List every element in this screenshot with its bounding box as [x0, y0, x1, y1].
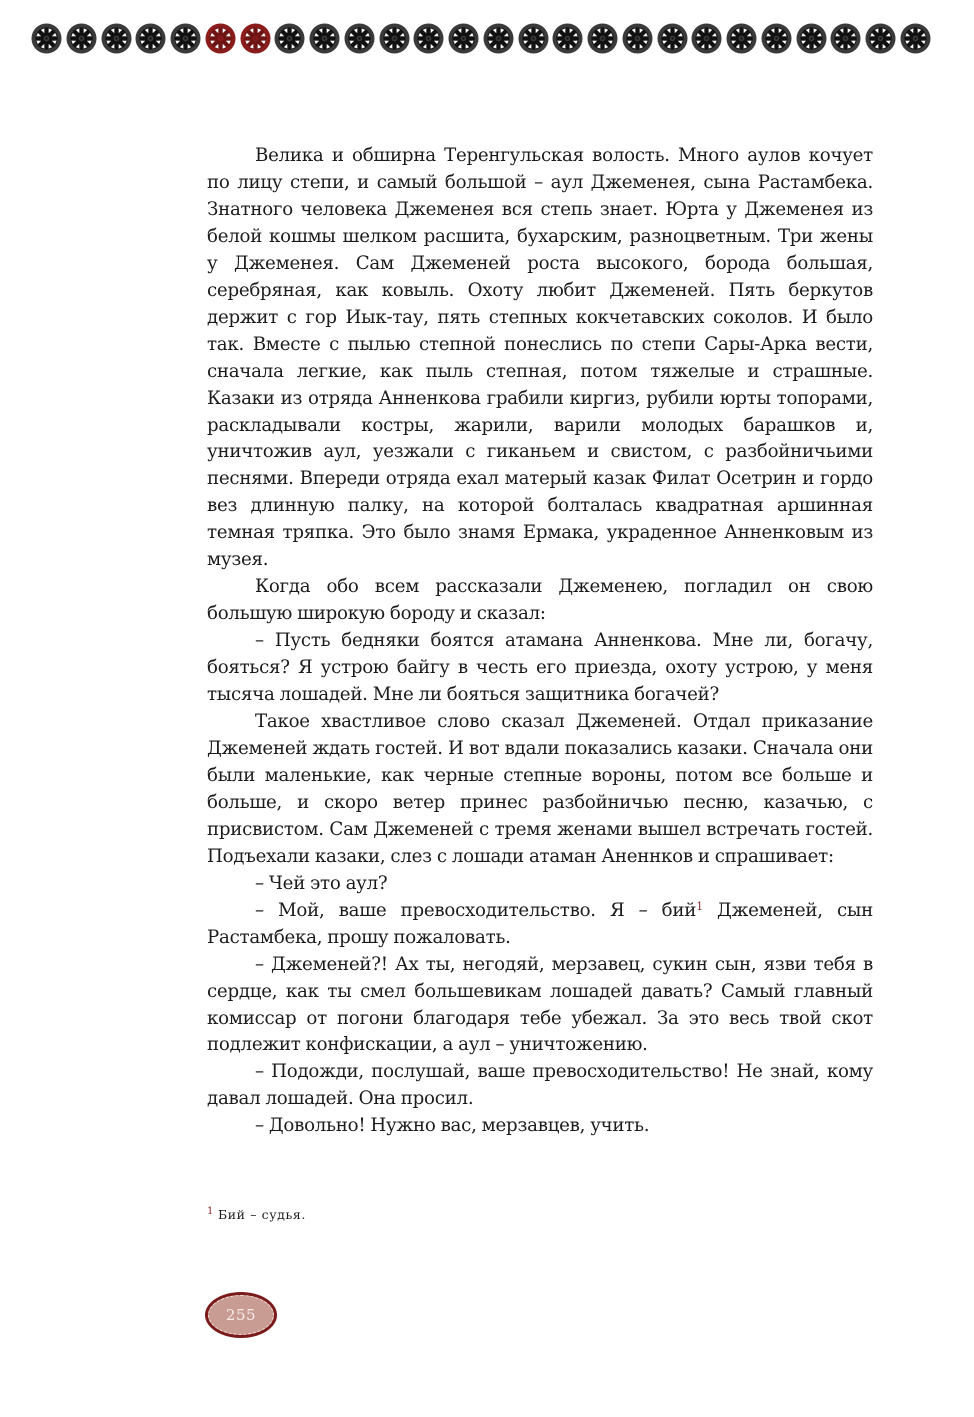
paragraph-4: Такое хвастливое слово сказал Джеменей. Отдал приказание Джеменей ждать гостей. И вот вдали показались казаки. Сначала они были маленькие, как черные степные вороны, потом все больше и больше, и скоро ветер принес разбойничью песню, казачью, с присвистом. Сам Джеменей с тремя женами вышел встречать гостей. Подъехали казаки, слез с лошади атаман Аненнков и спрашивает:: [207, 711, 873, 867]
paragraph-6-before: – Мой, ваше превосходительство. Я – бий: [255, 899, 697, 921]
wheel-ornament-icon: [830, 23, 861, 54]
wheel-ornament-icon: [657, 23, 688, 54]
wheel-ornament-icon: [413, 23, 444, 54]
footnote: [207, 1206, 306, 1222]
page-number: 255: [208, 1295, 274, 1335]
wheel-ornament-icon-red: [205, 23, 236, 54]
decorative-wheel-border: [31, 23, 931, 55]
footnote-reference[interactable]: 1: [696, 899, 703, 913]
wheel-ornament-icon: [66, 23, 97, 54]
wheel-ornament-icon: [865, 23, 896, 54]
paragraph-6: [207, 898, 873, 952]
page-text: [207, 143, 873, 1140]
wheel-ornament-icon: [518, 23, 549, 54]
wheel-ornament-icon: [31, 23, 62, 54]
page-number-badge: [205, 1292, 277, 1338]
wheel-ornament-icon: [483, 23, 514, 54]
wheel-ornament-icon: [309, 23, 340, 54]
wheel-ornament-icon: [448, 23, 479, 54]
paragraph-6-after: Джеменей, сын Растамбека, прошу пожаловать.: [207, 899, 873, 948]
wheel-ornament-icon: [379, 23, 410, 54]
wheel-ornament-icon: [101, 23, 132, 54]
paragraph-3: – Пусть бедняки боятся атамана Анненкова. Мне ли, богачу, бояться? Я устрою байгу в честь его приезда, охоту устрою, у меня тысяча лошадей. Мне ли бояться защитника богачей?: [207, 630, 873, 706]
wheel-ornament-icon: [761, 23, 792, 54]
wheel-ornament-icon: [691, 23, 722, 54]
wheel-ornament-icon: [587, 23, 618, 54]
wheel-ornament-icon: [552, 23, 583, 54]
paragraph-7: – Джеменей?! Ах ты, негодяй, мерзавец, сукин сын, язви тебя в сердце, как ты смел большевикам лошадей давать? Самый главный комиссар от погони благодаря тебе убежал. За это весь твой скот подлежит конфискации, а аул – уничтожению.: [207, 953, 873, 1056]
paragraph-1: Велика и обширна Теренгульская волость. Много аулов кочует по лицу степи, и самый большой – аул Джеменея, сына Растамбека. Знатного человека Джеменея вся степь знает. Юрта у Джеменея из белой кошмы шелком расшита, бухарским, разноцветным. Три жены у Джеменея. Сам Джеменей роста высокого, борода большая, серебряная, как ковыль. Охоту любит Джеменей. Пять беркутов держит с гор Иык-тау, пять степных кокчетавских соколов. И было так. Вместе с пылью степной понеслись по степи Сары-Арка вести, сначала легкие, как пыль степная, потом тяжелые и страшные. Казаки из отряда Анненкова грабили киргиз, рубили юрты топорами, раскладывали костры, жарили, варили молодых барашков и, уничтожив аул, уезжали с гиканьем и свистом, с разбойничьими песнями. Впереди отряда ехал матерый казак Филат Осетрин и гордо вез длинную палку, на которой болталась квадратная аршинная темная тряпка. Это было знамя Ермака, украденное Анненковым из музея.: [207, 145, 873, 571]
footnote-text: Бий – судья.: [217, 1207, 306, 1222]
paragraph-8: – Подожди, послушай, ваше превосходительство! Не знай, кому давал лошадей. Она просил.: [207, 1061, 873, 1110]
footnote-number: 1: [207, 1206, 214, 1217]
wheel-ornament-icon: [274, 23, 305, 54]
wheel-ornament-icon: [170, 23, 201, 54]
wheel-ornament-icon: [726, 23, 757, 54]
wheel-ornament-icon: [344, 23, 375, 54]
wheel-ornament-icon: [796, 23, 827, 54]
paragraph-5: – Чей это аул?: [255, 872, 388, 894]
wheel-ornament-icon: [622, 23, 653, 54]
wheel-ornament-icon-red: [240, 23, 271, 54]
wheel-ornament-icon: [900, 23, 931, 54]
wheel-ornament-icon: [135, 23, 166, 54]
paragraph-9: – Довольно! Нужно вас, мерзавцев, учить.: [255, 1115, 650, 1137]
paragraph-2: Когда обо всем рассказали Джеменею, погладил он свою большую широкую бороду и сказал:: [207, 576, 873, 625]
